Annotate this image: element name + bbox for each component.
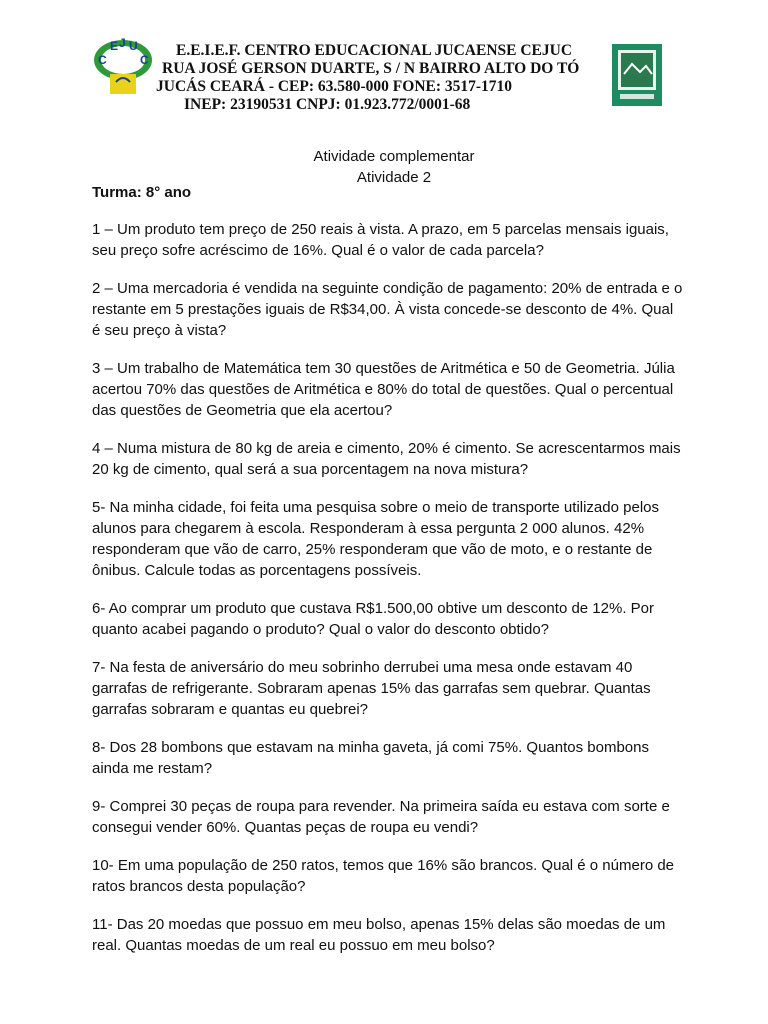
question-text-line: 3 – Um trabalho de Matemática tem 30 questões de Aritmética e 50 de Geometria. Júlia <box>92 360 675 377</box>
question-item <box>92 737 712 779</box>
question-text-line: acertou 70% das questões de Aritmética e 80% do total de questões. Qual o percentual <box>92 381 674 398</box>
school-header <box>0 38 768 118</box>
municipal-crest-icon <box>612 44 662 106</box>
page-title: Atividade complementar <box>313 148 475 165</box>
class-label: Turma: 8° ano <box>92 184 192 201</box>
question-text-line: 1 – Um produto tem preço de 250 reais à vista. A prazo, em 5 parcelas mensais iguais, <box>92 221 669 238</box>
logo-letter: C <box>140 53 149 67</box>
question-text-line: 11- Das 20 moedas que possuo em meu bolso, apenas 15% delas são moedas de um <box>92 916 666 933</box>
logo-letter: C <box>98 53 107 67</box>
question-text-line: 5- Na minha cidade, foi feita uma pesquisa sobre o meio de transporte utilizado pelos <box>92 499 659 516</box>
question-text-line: real. Quantas moedas de um real eu possuo em meu bolso? <box>92 937 495 954</box>
question-item <box>92 497 712 581</box>
question-text-line: ainda me restam? <box>92 760 213 777</box>
logo-letter: E <box>110 39 119 53</box>
logo-letter: J <box>119 38 126 50</box>
school-address: RUA JOSÉ GERSON DUARTE, S / N BAIRRO ALTO DO TÓ <box>162 60 580 77</box>
question-text-line: 10- Em uma população de 250 ratos, temos que 16% são brancos. Qual é o número de <box>92 857 675 874</box>
question-item <box>92 598 712 640</box>
question-text-line: 8- Dos 28 bombons que estavam na minha gaveta, já comi 75%. Quantos bombons <box>92 739 649 756</box>
question-item <box>92 219 712 261</box>
question-text-line: garrafas sobraram e quantas eu quebrei? <box>92 701 369 718</box>
question-item <box>92 358 712 421</box>
page-subtitle: Atividade 2 <box>356 169 432 186</box>
question-text-line: garrafas de refrigerante. Sobraram apenas 15% das garrafas sem quebrar. Quantas <box>92 680 651 697</box>
question-text-line: responderam que vão de carro, 25% responderam que vão de moto, e o restante de <box>92 541 653 558</box>
question-text-line: ônibus. Calcule todas as porcentagens possíveis. <box>92 562 422 579</box>
question-text-line: seu preço sofre acréscimo de 16%. Qual é o valor de cada parcela? <box>92 242 544 259</box>
school-logo-cejuc <box>92 38 154 98</box>
question-item <box>92 438 712 480</box>
question-text-line: 6- Ao comprar um produto que custava R$1.500,00 obtive um desconto de 12%. Por <box>92 600 655 617</box>
logo-letter: U <box>129 39 138 53</box>
question-text-line: consegui vender 60%. Quantas peças de roupa eu vendi? <box>92 819 479 836</box>
activity-titles <box>0 146 768 188</box>
question-text-line: ratos brancos desta população? <box>92 878 306 895</box>
question-item <box>92 657 712 720</box>
question-item <box>92 855 712 897</box>
question-text-line: é seu preço à vista? <box>92 322 227 339</box>
question-item <box>92 914 712 956</box>
school-info <box>150 42 620 114</box>
question-text-line: 2 – Uma mercadoria é vendida na seguinte condição de pagamento: 20% de entrada e o <box>92 280 683 297</box>
question-list <box>92 219 712 973</box>
school-city-contact: JUCÁS CEARÁ - CEP: 63.580-000 FONE: 3517-1710 <box>156 78 513 95</box>
school-name: E.E.I.E.F. CENTRO EDUCACIONAL JUCAENSE CEJUC <box>176 42 573 59</box>
question-text-line: restante em 5 prestações iguais de R$34,00. À vista concede-se desconto de 4%. Qual <box>92 301 674 318</box>
question-text-line: 9- Comprei 30 peças de roupa para revender. Na primeira saída eu estava com sorte e <box>92 798 670 815</box>
question-text-line: quanto acabei pagando o produto? Qual o valor do desconto obtido? <box>92 621 550 638</box>
question-item <box>92 796 712 838</box>
question-item <box>92 278 712 341</box>
question-text-line: alunos para chegarem à escola. Responderam à essa pergunta 2 000 alunos. 42% <box>92 520 645 537</box>
school-registration: INEP: 23190531 CNPJ: 01.923.772/0001-68 <box>184 96 471 113</box>
question-text-line: 20 kg de cimento, qual será a sua porcentagem na nova mistura? <box>92 461 529 478</box>
question-text-line: 4 – Numa mistura de 80 kg de areia e cimento, 20% é cimento. Se acrescentarmos mais <box>92 440 681 457</box>
question-text-line: das questões de Geometria que ela acertou? <box>92 402 393 419</box>
question-text-line: 7- Na festa de aniversário do meu sobrinho derrubei uma mesa onde estavam 40 <box>92 659 633 676</box>
